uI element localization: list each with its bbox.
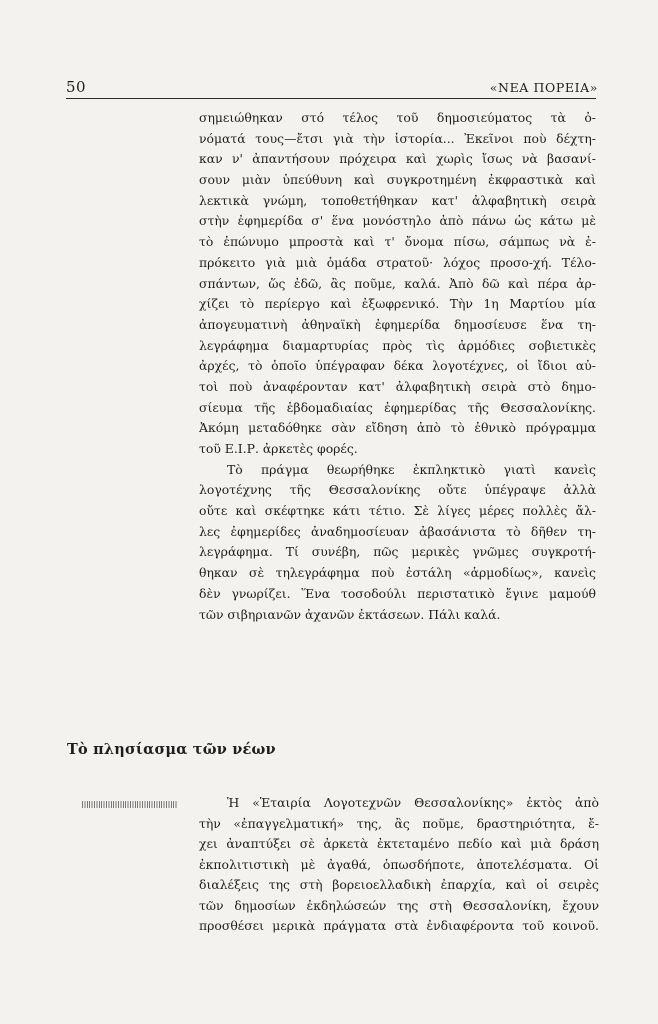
text-line: προσθέσει μερικὰ πράγματα στὰ ἐνδιαφέροντα τοῦ κοινοῦ. (199, 918, 599, 933)
text-line: σπάντων, ὥς ἐδῶ, ἂς ποῦμε, καλά. Ἀπὸ δῶ καὶ πέρα ἀρ- (199, 275, 596, 291)
text-line: λες ἐφημερίδες ἀναδημοσίευαν ἀβασάνιστα τὸ δῆθεν τη- (199, 523, 596, 539)
text-line: τὴν «ἐπαγγελματική» της, ἂς ποῦμε, δραστηριότητα, ἔ- (199, 815, 599, 831)
decorative-rule (82, 801, 178, 808)
main-text (199, 108, 596, 625)
text-line: οὔτε καὶ σκέφτηκε κάτι τέτιο. Σὲ λίγες μέρες πολλὲς ἄλ- (199, 503, 596, 519)
text-line: τοῦ Ε.Ι.Ρ. ἀρκετὲς φορές. (199, 441, 358, 456)
text-line: τῶν δημοσίων ἐκδηλώσεών της στὴ Θεσσαλονίκη, ἔχουν (199, 897, 599, 913)
section-text (199, 793, 599, 937)
text-line: διαλέξεις της στὴ βορειοελλαδικὴ ἐπαρχία, καὶ οἱ σειρὲς (199, 877, 599, 892)
journal-title: «ΝΕΑ ΠΟΡΕΙΑ» (489, 80, 598, 95)
text-line: σουν μιὰν ὑπεύθυνη καὶ συγκροτημένη ἐκφραστικὰ καὶ (199, 172, 596, 188)
text-line: δὲν γνωρίζει. Ἕνα τοσοδούλι περιστατικὸ ἔγινε μαμούθ (199, 585, 596, 601)
text-line: Τὸ πράγμα θεωρήθηκε ἐκπληκτικὸ γιατὶ κανεὶς (227, 461, 596, 477)
text-line: χίζει τὸ περίεργο καὶ ἐξωφρενικό. Τὴν 1η Μαρτίου μία (199, 296, 596, 312)
text-line: λεγράφημα. Τί συνέβη, πῶς μερικὲς γνῶμες συγκροτή- (199, 544, 596, 560)
text-line: τὸ ἐπώνυμο μπροστὰ καὶ τ' ὄνομα πίσω, σάμπως νὰ ἐ- (199, 234, 596, 250)
text-line: ἀπογευματινὴ ἀθηναϊκὴ ἐφημερίδα δημοσίευσε ἕνα τη- (199, 316, 596, 332)
text-line: νόματά τους—ἔτσι γιὰ τὴν ἱστορία... Ἐκεῖνοι ποὺ δέχτη- (199, 130, 596, 146)
running-header (66, 78, 598, 98)
text-line: στὴν ἐφημερίδα σ' ἕνα μονόστηλο ἀπὸ πάνω ὡς κάτω μὲ (199, 213, 596, 229)
text-line: σημειώθηκαν στό τέλος τοῦ δημοσιεύματος τὰ ὀ- (199, 110, 596, 125)
text-line: τοὶ ποὺ ἀναφέρονταν κατ' ἀλφαβητικὴ σειρὰ στὸ δημο- (199, 378, 596, 394)
section-heading: Τὸ πλησίασμα τῶν νέων (67, 741, 276, 758)
text-line: χει ἀναπτύξει σὲ ἀρκετὰ ἐκτεταμένο πεδίο καὶ μιὰ δράση (199, 836, 599, 851)
header-rule (66, 98, 596, 99)
text-line: θηκαν σὲ τηλεγράφημα ποὺ ἐστάλη «ἁρμοδίως», κανεὶς (199, 565, 596, 581)
text-line: ἐκπολιτιστικὴ μὲ ἀγαθά, ὁπωσδήποτε, ἀποτελέσματα. Οἱ (199, 856, 599, 872)
text-line: λεκτικὰ γνώμη, τοποθετήθηκαν κατ' ἀλφαβητικὴ σειρὰ (199, 192, 596, 208)
text-line: λογοτέχνης τῆς Θεσσαλονίκης οὔτε ὑπέγραψε ἀλλὰ (199, 482, 596, 498)
text-line: ἀρχές, τὸ ὁποῖο ὑπέγραφαν δέκα λογοτέχνες, οἱ ἴδιοι αὐ- (199, 358, 596, 374)
text-line: λεγράφημα διαμαρτυρίας πρὸς τὶς ἁρμόδιες σοβιετικὲς (199, 337, 596, 353)
text-line: Ἀκόμη μεταδόθηκε σὰν εἴδηση ἀπὸ τὸ ἐθνικὸ πρόγραμμα (199, 420, 596, 436)
page-number: 50 (66, 78, 87, 96)
text-line: πρόκειτο γιὰ μιὰ ὁμάδα στρατοῦ· λόχος προσο-χή. Τέλο- (199, 254, 596, 270)
text-line: Ἡ «Ἑταιρία Λογοτεχνῶν Θεσσαλονίκης» ἐκτὸς ἀπὸ (227, 795, 599, 810)
text-line: τῶν σιβηριανῶν ἀχανῶν ἐκτάσεων. Πάλι καλά. (199, 606, 501, 622)
text-line: σίευμα τῆς ἑβδομαδιαίας ἐφημερίδας τῆς Θεσσαλονίκης. (199, 399, 596, 415)
text-line: καν ν' ἀπαντήσουν πρόχειρα καὶ χωρὶς ἴσως νὰ βασανί- (199, 151, 596, 167)
